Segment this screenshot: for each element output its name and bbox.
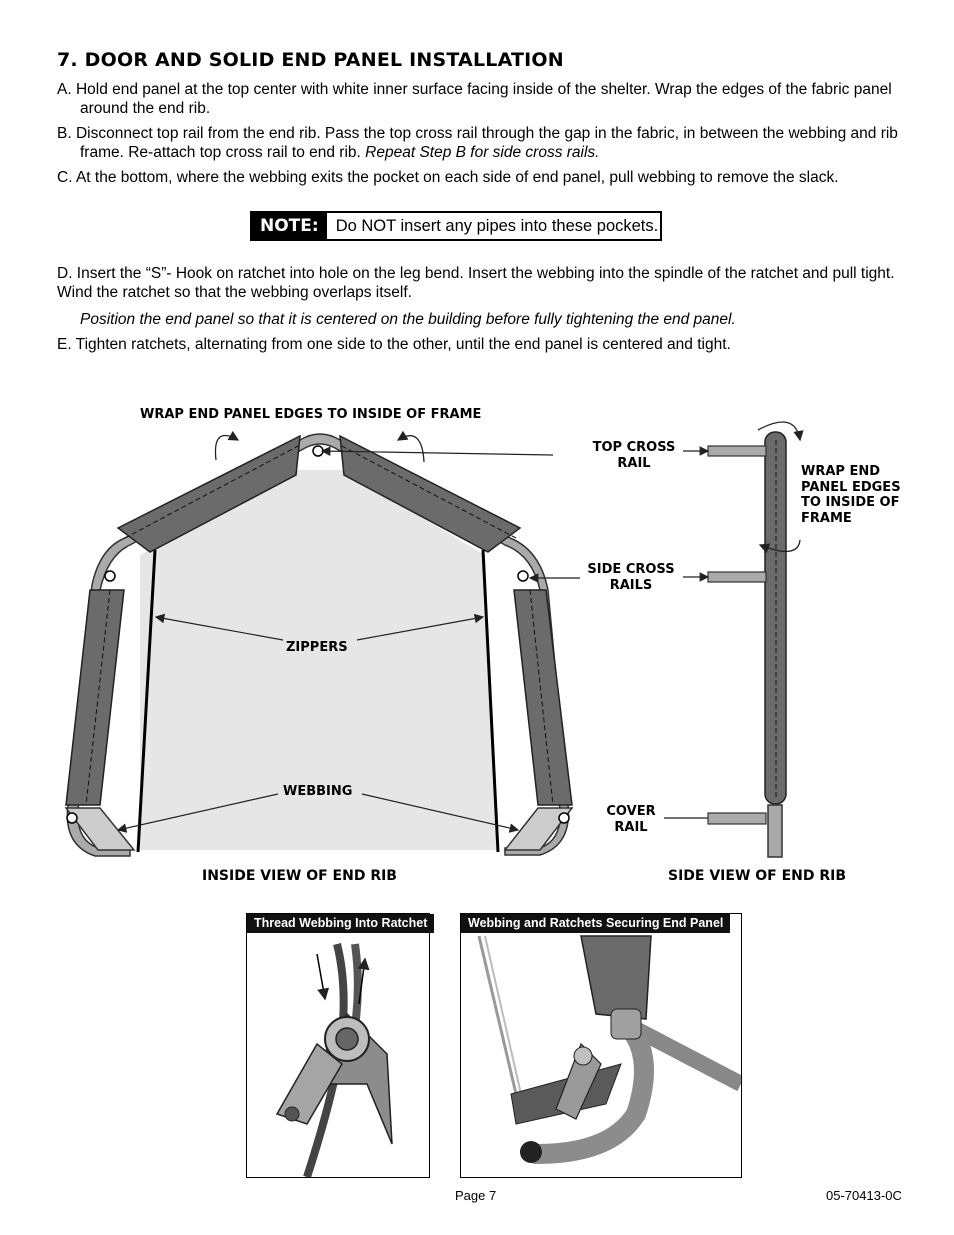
page-number: Page 7 bbox=[455, 1188, 497, 1203]
step-b-italic: Repeat Step B for side cross rails. bbox=[365, 144, 600, 161]
ratchet-photo-panel bbox=[246, 913, 430, 1178]
step-d-note: Position the end panel so that it is centered on the building before fully tightening the end panel. bbox=[80, 311, 736, 328]
ratchet-photo-title: Thread Webbing Into Ratchet bbox=[247, 914, 434, 933]
side-cross-rail-pipe bbox=[708, 572, 766, 582]
side-cross-rails-line1: SIDE CROSS bbox=[587, 562, 675, 577]
cover-rail-line1: COVER bbox=[606, 804, 656, 819]
top-cross-rail-line1: TOP CROSS bbox=[592, 440, 676, 455]
right-side-band bbox=[514, 590, 572, 805]
wrap-side-label bbox=[801, 464, 901, 526]
webbing-photo-panel bbox=[460, 913, 742, 1178]
section-heading: 7. DOOR AND SOLID END PANEL INSTALLATION bbox=[57, 49, 564, 71]
side-cross-rails-label bbox=[580, 562, 682, 593]
step-b-text: B. Disconnect top rail from the end rib. Pass the top cross rail through the gap in the fabric, in between the webbing and rib frame. Re-attach top cross rail to end rib. bbox=[57, 125, 898, 161]
left-side-band bbox=[66, 590, 124, 805]
top-cross-rail-line2: RAIL bbox=[617, 455, 651, 471]
cover-rail-label bbox=[598, 804, 664, 835]
top-cross-rail-pipe bbox=[708, 446, 766, 456]
ratchet-illustration bbox=[247, 914, 429, 1177]
step-d: D. Insert the “S”- Hook on ratchet into hole on the leg bend. Insert the webbing into the spindle of the ratchet and pull tight. Wind the ratchet so that the webbing overlaps itself. bbox=[57, 265, 895, 301]
wrap-side-line4: FRAME bbox=[801, 510, 852, 526]
zippers-label: ZIPPERS bbox=[286, 640, 348, 655]
side-cross-rails-line2: RAILS bbox=[609, 577, 653, 593]
note-text: Do NOT insert any pipes into these pockets. bbox=[335, 217, 659, 235]
top-cross-rail-label bbox=[586, 440, 682, 471]
end-rib-diagram bbox=[0, 380, 954, 880]
webbing-photo-title: Webbing and Ratchets Securing End Panel bbox=[461, 914, 730, 933]
wrap-edges-label: WRAP END PANEL EDGES TO INSIDE OF FRAME bbox=[140, 407, 482, 422]
step-e: E. Tighten ratchets, alternating from one side to the other, until the end panel is centered and tight. bbox=[57, 336, 731, 353]
step-a: A. Hold end panel at the top center with white inner surface facing inside of the shelter. Wrap the edges of the fabric panel around the end rib. bbox=[57, 81, 892, 117]
side-view-caption: SIDE VIEW OF END RIB bbox=[668, 868, 847, 884]
cover-rail-line2: RAIL bbox=[614, 819, 648, 835]
step-b bbox=[57, 124, 920, 162]
webbing-illustration bbox=[461, 914, 741, 1177]
document-number: 05-70413-0C bbox=[826, 1188, 902, 1203]
wrap-side-line1: WRAP END bbox=[801, 464, 881, 479]
cover-rail-pipe bbox=[708, 813, 766, 824]
note-label: NOTE: bbox=[252, 213, 327, 239]
step-c: C. At the bottom, where the webbing exits the pocket on each side of end panel, pull webbing to remove the slack. bbox=[57, 169, 839, 186]
wrap-side-line2: PANEL EDGES bbox=[801, 479, 901, 495]
note-box bbox=[250, 211, 662, 241]
inside-view-caption: INSIDE VIEW OF END RIB bbox=[202, 868, 397, 884]
webbing-label: WEBBING bbox=[283, 784, 353, 799]
wrap-side-line3: TO INSIDE OF bbox=[801, 495, 900, 510]
